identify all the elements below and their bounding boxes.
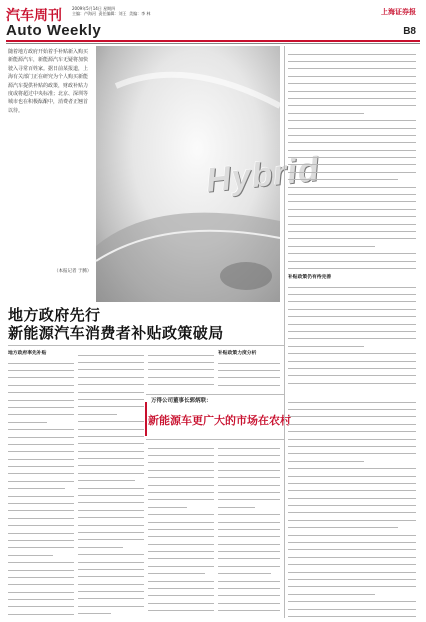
text-line: [8, 416, 47, 423]
text-line: [8, 453, 74, 460]
text-line: [288, 144, 416, 151]
text-line: [288, 573, 416, 580]
text-line: [288, 92, 416, 99]
text-line: [288, 55, 416, 62]
text-line: [288, 333, 416, 340]
text-line: [218, 472, 280, 479]
text-line: [288, 370, 416, 377]
text-line: [288, 529, 416, 536]
text-line: [288, 85, 416, 92]
text-line: [78, 534, 144, 541]
hybrid-badge: Hybrid: [204, 150, 322, 200]
text-line: [78, 541, 123, 548]
text-line: [78, 556, 144, 563]
text-line: [148, 538, 214, 545]
headline-line-1: 地方政府先行: [8, 306, 101, 324]
text-line: [78, 608, 111, 615]
banner-title: 新能源车更广大的市场在农村: [148, 414, 291, 427]
text-line: [288, 100, 416, 107]
text-line: [148, 605, 214, 612]
header-rule: [6, 40, 420, 42]
text-line: [148, 568, 205, 575]
text-line: [148, 509, 214, 516]
text-line: [8, 601, 74, 608]
text-line: [148, 464, 214, 471]
text-line: [8, 431, 74, 438]
text-line: [8, 490, 74, 497]
text-line: [78, 356, 144, 363]
text-line: [148, 364, 214, 371]
text-line: [218, 379, 280, 386]
text-line: [78, 401, 144, 408]
text-line: [218, 464, 280, 471]
text-line: [288, 340, 364, 347]
text-line: [288, 440, 416, 447]
text-line: [78, 452, 144, 459]
page-header: [6, 5, 420, 45]
text-line: [288, 411, 416, 418]
text-line: [8, 364, 74, 371]
text-line: [288, 355, 416, 362]
text-line: [218, 494, 280, 501]
text-line: [78, 504, 144, 511]
text-line: [288, 559, 416, 566]
text-line: [148, 531, 214, 538]
text-line: [148, 560, 214, 567]
banner-bottom-divider: [146, 439, 284, 440]
text-line: [8, 483, 65, 490]
text-line: [78, 519, 144, 526]
text-line: [288, 603, 416, 610]
text-line: [78, 349, 144, 356]
text-line: [288, 281, 416, 288]
text-line: [78, 571, 144, 578]
text-line: [148, 597, 214, 604]
text-line: [218, 545, 280, 552]
text-line: [288, 225, 416, 232]
right-column-mid: [288, 281, 416, 391]
text-line: [218, 605, 280, 612]
text-line: [78, 393, 144, 400]
text-line: [78, 586, 144, 593]
text-line: [148, 486, 214, 493]
text-line: [288, 485, 416, 492]
text-line: [78, 371, 144, 378]
text-line: [218, 538, 280, 545]
text-line: [218, 442, 280, 449]
right-column-top: [288, 48, 416, 270]
text-line: [8, 594, 74, 601]
text-line: [288, 377, 416, 384]
text-line: [78, 445, 144, 452]
text-line: [8, 372, 74, 379]
text-line: [8, 394, 74, 401]
text-line: [8, 579, 74, 586]
headline-divider: [8, 345, 284, 346]
text-line: [78, 416, 144, 423]
text-line: [218, 509, 280, 516]
text-line: [218, 553, 280, 560]
text-line: [288, 63, 416, 70]
text-line: [288, 188, 416, 195]
body-column-4a: [218, 357, 280, 393]
text-line: [288, 551, 416, 558]
text-line: [8, 520, 74, 527]
text-line: [218, 486, 280, 493]
banner-top-divider: [146, 394, 284, 395]
text-line: [288, 255, 416, 262]
section-heading-mid: 补贴政策力度分析: [218, 351, 257, 356]
header-rule-thin: [6, 43, 420, 44]
section-heading-right: 补贴政策仍有待完善: [288, 275, 332, 280]
text-line: [288, 296, 416, 303]
right-column-bottom: [288, 396, 416, 618]
page-number: B8: [403, 26, 416, 37]
text-line: [78, 512, 144, 519]
body-column-4b: [218, 442, 280, 618]
text-line: [288, 248, 416, 255]
text-line: [78, 600, 144, 607]
text-line: [288, 262, 416, 269]
text-line: [78, 430, 144, 437]
text-line: [288, 596, 416, 603]
text-line: [288, 433, 416, 440]
text-line: [218, 575, 280, 582]
text-line: [8, 401, 74, 408]
text-line: [288, 78, 416, 85]
text-line: [148, 442, 214, 449]
text-line: [288, 166, 416, 173]
text-line: [288, 348, 416, 355]
text-line: [148, 545, 214, 552]
banner-accent-bar: [145, 402, 147, 436]
headline: [8, 306, 280, 342]
text-line: [218, 457, 280, 464]
text-line: [148, 472, 214, 479]
text-line: [288, 499, 416, 506]
text-line: [288, 396, 416, 403]
text-line: [288, 403, 416, 410]
text-line: [288, 240, 375, 247]
text-line: [8, 527, 74, 534]
text-line: [288, 288, 416, 295]
text-line: [288, 203, 416, 210]
text-line: [8, 542, 74, 549]
text-line: [288, 325, 416, 332]
text-line: [288, 470, 416, 477]
issue-meta: 2009年5月14日 星期四 主编：卢海河 责任编辑：刘王 美编：李 林: [72, 6, 151, 16]
text-line: [148, 349, 214, 356]
text-line: [288, 581, 416, 588]
text-line: [288, 48, 416, 55]
text-line: [8, 586, 74, 593]
text-line: [218, 560, 280, 567]
body-column-1: [8, 357, 74, 619]
text-line: [288, 514, 416, 521]
text-line: [288, 159, 416, 166]
banner-tag: 万得公司董事长郭炳联：: [151, 398, 212, 404]
text-line: [8, 460, 74, 467]
text-line: [78, 489, 144, 496]
text-line: [288, 174, 398, 181]
text-line: [288, 233, 416, 240]
text-line: [78, 438, 144, 445]
text-line: [288, 463, 416, 470]
intro-source: （本报记者 于腾）: [54, 269, 92, 274]
text-line: [78, 467, 144, 474]
text-line: [218, 582, 280, 589]
text-line: [288, 455, 364, 462]
text-line: [78, 593, 144, 600]
text-line: [8, 571, 74, 578]
text-line: [218, 590, 280, 597]
text-line: [8, 424, 74, 431]
text-line: [78, 482, 144, 489]
text-line: [78, 386, 144, 393]
text-line: [148, 582, 214, 589]
text-line: [78, 460, 144, 467]
text-line: [218, 479, 280, 486]
text-line: [218, 568, 271, 575]
text-line: [218, 449, 280, 456]
text-line: [148, 371, 214, 378]
text-line: [288, 448, 416, 455]
text-line: [288, 303, 416, 310]
text-line: [288, 418, 416, 425]
text-line: [288, 477, 416, 484]
text-line: [148, 590, 214, 597]
text-line: [288, 588, 375, 595]
text-line: [78, 497, 144, 504]
text-line: [288, 566, 416, 573]
text-line: [8, 446, 74, 453]
text-line: [288, 218, 416, 225]
text-line: [288, 536, 416, 543]
text-line: [8, 505, 74, 512]
text-line: [148, 501, 187, 508]
text-line: [148, 516, 214, 523]
text-line: [288, 181, 416, 188]
body-column-3a: [148, 349, 214, 393]
text-line: [78, 526, 144, 533]
text-line: [148, 523, 214, 530]
paper-name: 上海证券报: [381, 8, 416, 16]
text-line: [288, 522, 398, 529]
text-line: [8, 497, 74, 504]
text-line: [218, 357, 280, 364]
text-line: [218, 516, 280, 523]
text-line: [288, 318, 416, 325]
text-line: [288, 70, 416, 77]
text-line: [8, 438, 74, 445]
text-line: [8, 379, 74, 386]
text-line: [78, 563, 144, 570]
text-line: [8, 468, 74, 475]
text-line: [288, 544, 416, 551]
text-line: [8, 534, 74, 541]
text-line: [288, 211, 416, 218]
text-line: [148, 479, 214, 486]
text-line: [8, 357, 74, 364]
text-line: [78, 423, 144, 430]
text-line: [288, 362, 416, 369]
text-line: [218, 523, 280, 530]
headline-line-2: 新能源汽车消费者补贴政策破局: [8, 324, 224, 342]
text-line: [148, 379, 214, 386]
column-divider: [284, 46, 285, 618]
text-line: [288, 311, 416, 318]
text-line: [78, 408, 117, 415]
body-column-2: [78, 349, 144, 619]
text-line: [288, 122, 416, 129]
text-line: [218, 364, 280, 371]
sub-article-banner: [145, 396, 291, 438]
text-line: [288, 129, 416, 136]
text-line: [288, 115, 416, 122]
section-heading-left: 地方政府率先补贴: [8, 351, 47, 356]
text-line: [148, 449, 214, 456]
text-line: [288, 507, 416, 514]
text-line: [288, 107, 364, 114]
text-line: [218, 372, 280, 379]
text-line: [78, 379, 144, 386]
section-title-en: Auto Weekly: [6, 22, 102, 39]
section-title-cn: 汽车周刊: [6, 8, 62, 24]
text-line: [148, 575, 214, 582]
text-line: [288, 426, 416, 433]
intro-text: 随着地方政府开始着手补贴新入购买新能源汽车，新能源汽车无疑将加快驶入寻常百姓家。据日前某报道，上海有关部门正在研究为个人购买新能源汽车提供补贴的政策，财政补贴力度或将超过中央标准；北京、深圳等城市也在积极酝酿中，消费者正翘首以待。: [8, 49, 89, 114]
text-line: [8, 512, 74, 519]
intro-column: [8, 48, 88, 292]
text-line: [8, 564, 74, 571]
text-line: [288, 492, 416, 499]
text-line: [78, 578, 144, 585]
text-line: [78, 549, 144, 556]
text-line: [148, 457, 214, 464]
text-line: [288, 610, 416, 617]
text-line: [288, 151, 416, 158]
text-line: [8, 557, 74, 564]
text-line: [218, 597, 280, 604]
text-line: [8, 549, 53, 556]
text-line: [218, 531, 280, 538]
text-line: [78, 475, 135, 482]
text-line: [148, 356, 214, 363]
text-line: [148, 553, 214, 560]
text-line: [78, 364, 144, 371]
text-line: [8, 608, 74, 615]
text-line: [218, 501, 255, 508]
text-line: [288, 196, 416, 203]
text-line: [288, 137, 416, 144]
text-line: [8, 409, 74, 416]
body-column-3b: [148, 442, 214, 618]
text-line: [148, 494, 214, 501]
text-line: [8, 475, 74, 482]
text-line: [8, 387, 74, 394]
